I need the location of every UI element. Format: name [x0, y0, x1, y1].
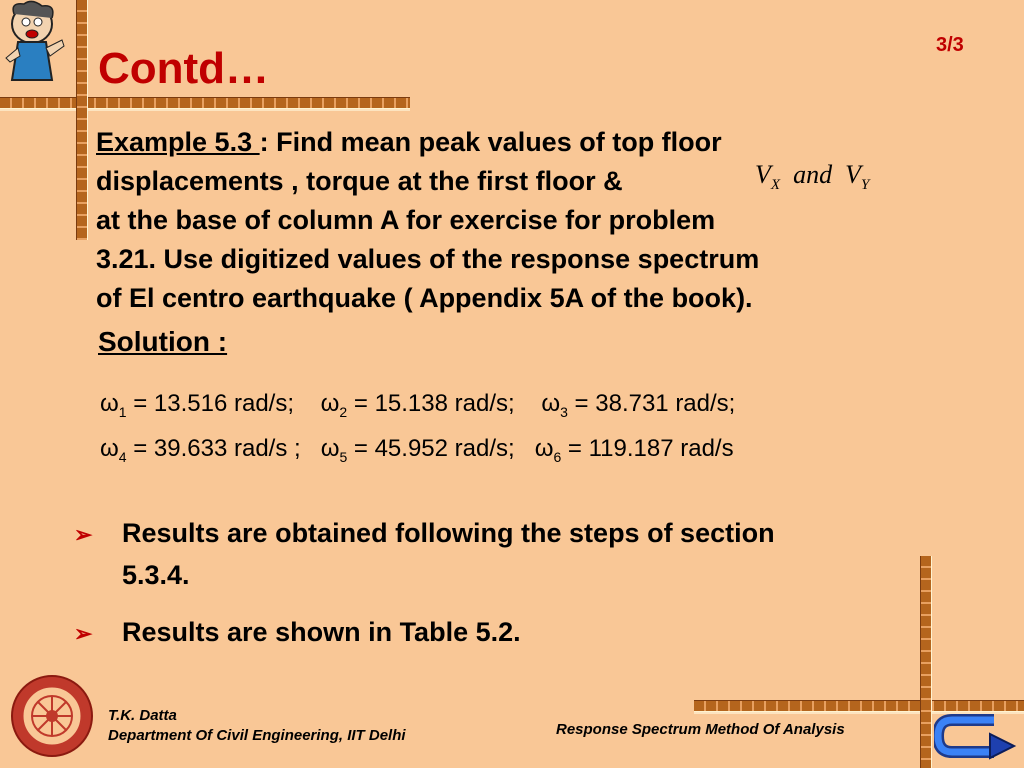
omega-6: $\omega_6 = 119.187$ rad/s	[534, 435, 734, 465]
return-arrow-icon[interactable]	[934, 714, 1018, 764]
example-line4: 3.21. Use digitized values of the response spectrum	[96, 244, 760, 274]
top-divider	[0, 97, 410, 109]
example-line5: of El centro earthquake ( Appendix 5A of the book).	[96, 283, 753, 313]
slide-title: Contd…	[98, 44, 270, 93]
example-statement	[96, 123, 916, 318]
cartoon-professor-icon	[2, 0, 68, 86]
example-line2: displacements , torque at the first floor &	[96, 166, 623, 196]
example-line3: at the base of column A for exercise for problem	[96, 205, 716, 235]
omega-1: $\omega_1 = 13.516$ rad/s;	[100, 390, 294, 420]
left-divider	[76, 0, 88, 240]
footer-course: Response Spectrum Method Of Analysis	[556, 721, 845, 738]
bullet-item-2: ➢ Results are shown in Table 5.2.	[98, 612, 842, 654]
omega-2: $\omega_2 = 15.138$ rad/s;	[320, 390, 515, 420]
formula-sub-y: Y	[860, 177, 870, 194]
shear-formula	[755, 160, 869, 194]
bottom-divider	[694, 700, 1024, 712]
right-divider	[920, 556, 932, 768]
omega-row-2	[100, 435, 734, 465]
iit-delhi-logo-icon	[10, 674, 94, 758]
example-line1: : Find mean peak values of top floor	[259, 127, 722, 157]
omega-row-1	[100, 390, 735, 420]
solution-heading: Solution :	[98, 326, 228, 357]
arrow-bullet-icon: ➢	[74, 522, 93, 547]
formula-v1: V	[755, 160, 771, 189]
omega-3: $\omega_3 = 38.731$ rad/s;	[541, 390, 736, 420]
footer-author-block	[108, 706, 406, 746]
page-number: 3/3	[936, 34, 964, 56]
omega-4: $\omega_4 = 39.633$ rad/s ;	[100, 435, 301, 465]
arrow-bullet-icon: ➢	[74, 621, 93, 646]
example-label: Example 5.3	[96, 127, 260, 157]
formula-and: and	[793, 160, 833, 189]
footer-department: Department Of Civil Engineering, IIT Delhi	[108, 727, 406, 744]
formula-sub-x: X	[770, 177, 781, 194]
omega-5: $\omega_5 = 45.952$ rad/s;	[320, 435, 515, 465]
formula-v2: V	[845, 160, 861, 189]
footer-author: T.K. Datta	[108, 707, 177, 724]
bullet-item-1: ➢ Results are obtained following the steps of section 5.3.4.	[98, 513, 842, 595]
